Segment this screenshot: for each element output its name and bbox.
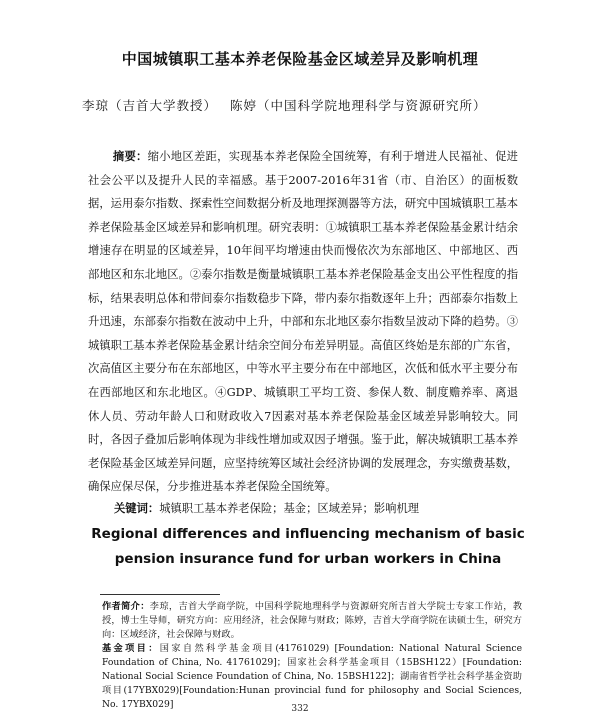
- english-title: Regional differences and influencing mechanism of basic pension insurance fund for urban workers in China: [91, 526, 525, 567]
- footnote-author-label: 作者简介：: [102, 601, 150, 612]
- abstract-text: 缩小地区差距，实现基本养老保险全国统筹，有利于增进人民福祉、促进社会公平以及提升人民的幸福感。基于2007-2016年31省（市、自治区）的面板数据，运用泰尔指数、探索性空间数据分析及地理探测器等方法，研究中国城镇职工基本养老保险基金区域差异和影响机理。研究表明：①城镇职工基本养老保险基金累计结余增速存在明显的区域差异，10年间平均增速由快而慢依次为东部地区、中部地区、西部地区和东北地区。②泰尔指数是衡量城镇职工基本养老保险基金支出公平性程度的指标，结果表明总体和带间泰尔指数稳步下降，带内泰尔指数逐年上升；西部泰尔指数上升迅速，东部泰尔指数在波动中上升，中部和东北地区泰尔指数呈波动下降的趋势。③城镇职工基本养老保险基金累计结余空间分布差异明显。高值区终始是东部的广东省，次高值区主要分布在东部地区，中等水平主要分布在中部地区，次低和低水平主要分布在西部地区和东北地区。④GDP、城镇职工平均工资、参保人数、制度赡养率、离退休人员、劳动年龄人口和财政收入7因素对基本养老保险基金区域差异影响较大。同时，各因子叠加后影响体现为非线性增加或双因子增强。鉴于此，解决城镇职工基本养老保险基金区域差异问题，应坚持统筹区域社会经济协调的发展理念，夯实缴费基数，确保应保尽保，分步推进基本养老保险全国统筹。: [88, 150, 518, 494]
- page-title: 中国城镇职工基本养老保险基金区域差异及影响机理: [121, 50, 479, 68]
- footnote-author-text: 李琼，吉首大学商学院，中国科学院地理科学与资源研究所吉首大学院士专家工作站，教授，博士生导师，研究方向：应用经济，社会保障与财政；陈婷，吉首大学商学院在读硕士生，研究方向：区域经济，社会保障与财政。: [102, 601, 523, 640]
- abstract-paragraph: [88, 145, 518, 499]
- author-2: 陈婷（中国科学院地理科学与资源研究所）: [230, 98, 487, 113]
- author-line: [82, 96, 542, 114]
- footnote-fund-info: [102, 642, 522, 712]
- keywords-label: 关键词：: [114, 502, 160, 515]
- footnote-fund-text: 国家自然科学基金项目(41761029) [Foundation: National Natural Science Foundation of China, No. 41761029]；国家社会科学基金项目（15BSH122）[Foundation: National Social Science Foundation of China, No. 15BSH122]；湖南省哲学社会科学基金资助项目(17YBX029)[Foundation:Hunan provincial fund for philosophy and Social Sciences, No. 17YBX029]: [102, 643, 523, 710]
- keywords-text: 城镇职工基本养老保险；基金；区域差异；影响机理: [159, 502, 420, 515]
- footnote-author-info: [102, 600, 522, 642]
- footnote: [102, 600, 522, 712]
- page-number: 332: [291, 704, 309, 714]
- footnote-fund-label: 基金项目：: [102, 643, 160, 654]
- keywords-line: [114, 500, 534, 516]
- footnote-divider: [100, 594, 220, 595]
- author-1: 李琼（吉首大学教授）: [82, 98, 218, 113]
- abstract-label: 摘要：: [112, 150, 148, 163]
